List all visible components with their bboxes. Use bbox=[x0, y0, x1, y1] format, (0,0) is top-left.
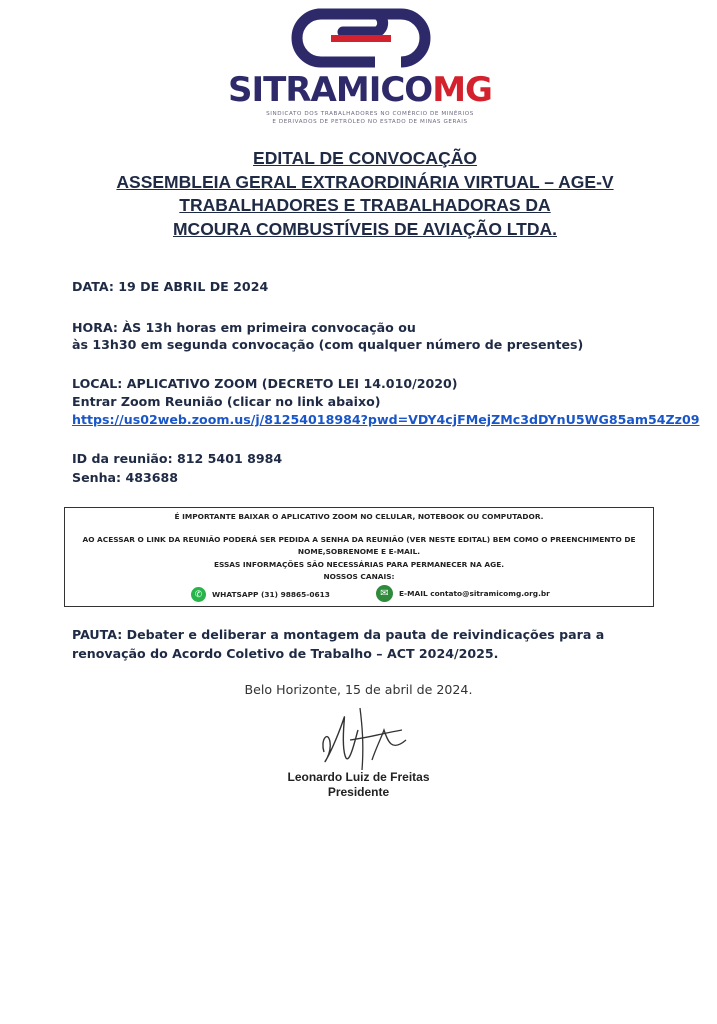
whatsapp-icon: ✆ bbox=[191, 587, 206, 602]
email-icon: ✉ bbox=[376, 585, 393, 602]
logo-tagline: E DERIVADOS DE PETRÓLEO NO ESTADO DE MINAS GERAIS bbox=[272, 119, 468, 125]
notice-line: NOSSOS CANAIS: bbox=[323, 572, 395, 581]
document-title-block bbox=[60, 147, 670, 241]
email-address: E-MAIL contato@sitramicomg.org.br bbox=[399, 589, 550, 598]
logo-tagline: SINDICATO DOS TRABALHADORES NO COMÉRCIO DE MINÉRIOS bbox=[266, 111, 474, 117]
notice-line: É IMPORTANTE BAIXAR O APLICATIVO ZOOM NO CELULAR, NOTEBOOK OU COMPUTADOR. bbox=[174, 512, 544, 521]
notice-box bbox=[64, 507, 654, 607]
location-line: LOCAL: APLICATIVO ZOOM (DECRETO LEI 14.010/2020) bbox=[72, 376, 458, 391]
email-contact bbox=[376, 585, 550, 602]
agenda-paragraph: PAUTA: Debater e deliberar a montagem da pauta de reivindicações para a renovação do Acordo Coletivo de Trabalho – ACT 2024/2025. bbox=[72, 627, 605, 661]
signatory-name: Leonardo Luiz de Freitas bbox=[287, 770, 430, 784]
sitramicomg-logo bbox=[225, 8, 495, 130]
place-date: Belo Horizonte, 15 de abril de 2024. bbox=[244, 682, 473, 697]
handwritten-signature bbox=[310, 700, 420, 780]
zoom-instruction: Entrar Zoom Reunião (clicar no link abaixo) bbox=[72, 394, 381, 409]
union-emblem-icon bbox=[281, 8, 441, 68]
time-line-1: HORA: ÀS 13h horas em primeira convocação ou bbox=[72, 320, 416, 335]
whatsapp-number: WHATSAPP (31) 98865-0613 bbox=[212, 590, 330, 599]
whatsapp-contact bbox=[191, 587, 330, 602]
title-line: ASSEMBLEIA GERAL EXTRAORDINÁRIA VIRTUAL – AGE-V bbox=[116, 171, 614, 192]
zoom-meeting-link[interactable]: https://us02web.zoom.us/j/81254018984?pwd=VDY4cjFMejZMc3dDYnU5WG85am54Zz09 bbox=[72, 412, 700, 427]
notice-line: ESSAS INFORMAÇÕES SÃO NECESSÁRIAS PARA PERMANECER NA AGE. bbox=[213, 560, 505, 569]
title-line: EDITAL DE CONVOCAÇÃO bbox=[253, 148, 477, 168]
title-line: MCOURA COMBUSTÍVEIS DE AVIAÇÃO LTDA. bbox=[172, 218, 558, 239]
signatory-block bbox=[0, 770, 717, 800]
meeting-id: ID da reunião: 812 5401 8984 bbox=[72, 451, 283, 466]
notice-line: NOME,SOBRENOME E E-MAIL. bbox=[297, 547, 421, 556]
title-line: TRABALHADORES E TRABALHADORAS DA bbox=[179, 195, 551, 215]
time-line-2: às 13h30 em segunda convocação (com qualquer número de presentes) bbox=[72, 337, 584, 352]
date-line: DATA: 19 DE ABRIL DE 2024 bbox=[72, 279, 269, 294]
signatory-role: Presidente bbox=[327, 785, 390, 799]
notice-line: AO ACESSAR O LINK DA REUNIÃO PODERÁ SER PEDIDA A SENHA DA REUNIÃO (VER NESTE EDITAL) BEM COMO O PREENCHIMENTO DE bbox=[82, 535, 636, 544]
zoom-link-row bbox=[72, 410, 700, 430]
logo-wordmark: SITRAMICOMG bbox=[228, 70, 492, 110]
meeting-password: Senha: 483688 bbox=[72, 470, 179, 485]
